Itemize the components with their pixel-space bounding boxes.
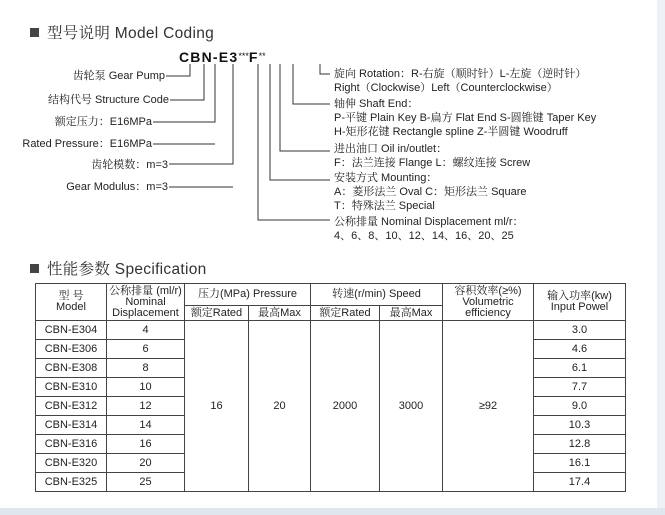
header-speed-max: 最高Max (380, 306, 443, 321)
header-pressure-rated: 额定Rated (185, 306, 249, 321)
code-star: * (262, 51, 266, 61)
cell-displacement: 20 (107, 454, 185, 473)
leader-line (169, 64, 233, 164)
rotation-line-2: Right（Clockwise）Left（Counterclockwise） (334, 82, 558, 94)
cell-displacement: 16 (107, 435, 185, 454)
code-star: * (258, 51, 263, 61)
cell-power: 9.0 (534, 397, 626, 416)
header-pressure-max: 最高Max (249, 306, 311, 321)
cell-model: CBN-E316 (36, 435, 107, 454)
header-power-cn: 输入功率(kw) (547, 290, 612, 302)
code-star: * (245, 51, 249, 61)
cell-model: CBN-E304 (36, 321, 107, 340)
heading-square-icon (30, 264, 39, 273)
header-power (534, 284, 626, 321)
cell-speed-max: 3000 (380, 321, 443, 492)
cell-speed-rated: 2000 (311, 321, 380, 492)
displacement-line-2: 4、6、8、10、12、14、16、20、25 (334, 230, 514, 242)
oil-port-line-1: 进出油口 Oil in/outlet： (334, 143, 448, 155)
header-disp-cn: 公称排量 (ml/r) (109, 284, 182, 297)
cell-displacement: 10 (107, 378, 185, 397)
leader-line (270, 64, 330, 180)
cell-power: 6.1 (534, 359, 626, 378)
cell-power: 16.1 (534, 454, 626, 473)
shaft-end-line-2: P-平键 Plain Key B-扁方 Flat End S-圆锥键 Taper Key (334, 112, 597, 124)
header-model-en: Model (56, 301, 86, 313)
cell-displacement: 25 (107, 473, 185, 492)
table-header-row (36, 284, 626, 306)
cell-pressure-rated: 16 (185, 321, 249, 492)
cell-model: CBN-E320 (36, 454, 107, 473)
label-gear-pump: 齿轮泵 Gear Pump (72, 70, 165, 82)
leader-line (293, 64, 330, 104)
mounting-line-2: A：菱形法兰 Oval C：矩形法兰 Square (334, 186, 527, 198)
cell-model: CBN-E325 (36, 473, 107, 492)
label-gear-modulus-cn: 齿轮模数：m=3 (91, 159, 168, 171)
leader-line (258, 64, 330, 220)
header-eff-cn: 容积效率(≥%) (454, 284, 522, 297)
specification-table (35, 283, 626, 492)
cell-model: CBN-E314 (36, 416, 107, 435)
specification-heading (30, 257, 207, 279)
leader-line (166, 64, 190, 76)
cell-power: 4.6 (534, 340, 626, 359)
label-rated-pressure-en: Rated Pressure：E16MPa (22, 138, 152, 150)
specification-heading-text: 性能参数 Specification (47, 261, 207, 278)
shaft-end-line-3: H-矩形花键 Rectangle spline Z-半圆键 Woodruff (334, 126, 568, 138)
mounting-line-3: T：特殊法兰 Special (334, 200, 435, 212)
model-code-letter: F (248, 49, 259, 65)
code-star: * (241, 51, 246, 61)
header-model (36, 284, 107, 321)
cell-model: CBN-E306 (36, 340, 107, 359)
leader-line (170, 64, 204, 100)
model-coding-heading-text: 型号说明 Model Coding (47, 25, 215, 42)
cell-model: CBN-E308 (36, 359, 107, 378)
header-model-cn: 型 号 (58, 290, 84, 302)
shaft-end-line-1: 轴伸 Shaft End： (334, 98, 419, 110)
cell-model: CBN-E310 (36, 378, 107, 397)
header-speed-rated: 额定Rated (311, 306, 380, 321)
cell-pressure-max: 20 (249, 321, 311, 492)
header-disp-en: Nominal (125, 295, 166, 308)
label-structure-code: 结构代号 Structure Code (47, 94, 169, 106)
rotation-line-1: 旋向 Rotation：R-右旋（顺时针）L-左旋（逆时针） (334, 68, 587, 80)
cell-power: 7.7 (534, 378, 626, 397)
header-eff-en: Volumetric (462, 295, 514, 308)
cell-efficiency: ≥92 (443, 321, 534, 492)
oil-port-line-2: F：法兰连接 Flange L：螺纹连接 Screw (334, 157, 531, 169)
leader-line (320, 64, 330, 74)
header-speed: 转速(r/min) Speed (311, 284, 443, 306)
table-row (36, 321, 626, 340)
cell-displacement: 4 (107, 321, 185, 340)
header-eff-en: efficiency (465, 306, 511, 319)
cell-displacement: 8 (107, 359, 185, 378)
cell-power: 12.8 (534, 435, 626, 454)
header-pressure: 压力(MPa) Pressure (185, 284, 311, 306)
header-disp-en: Displacement (112, 306, 179, 319)
header-power-en: Input Powel (550, 301, 609, 313)
displacement-line-1: 公称排量 Nominal Displacement ml/r： (334, 216, 524, 228)
code-star: * (238, 51, 242, 61)
cell-power: 3.0 (534, 321, 626, 340)
mounting-line-1: 安装方式 Mounting： (334, 172, 438, 184)
page-bottom-strip (0, 508, 665, 515)
cell-displacement: 12 (107, 397, 185, 416)
cell-model: CBN-E312 (36, 397, 107, 416)
label-gear-modulus-en: Gear Modulus：m=3 (66, 181, 168, 193)
model-code-prefix: CBN-E3 (179, 49, 239, 65)
header-efficiency (443, 284, 534, 321)
leader-line (280, 64, 330, 151)
cell-displacement: 6 (107, 340, 185, 359)
cell-power: 10.3 (534, 416, 626, 435)
header-displacement (107, 284, 185, 321)
cell-power: 17.4 (534, 473, 626, 492)
label-rated-pressure-cn: 额定压力：E16MPa (54, 116, 152, 128)
cell-displacement: 14 (107, 416, 185, 435)
